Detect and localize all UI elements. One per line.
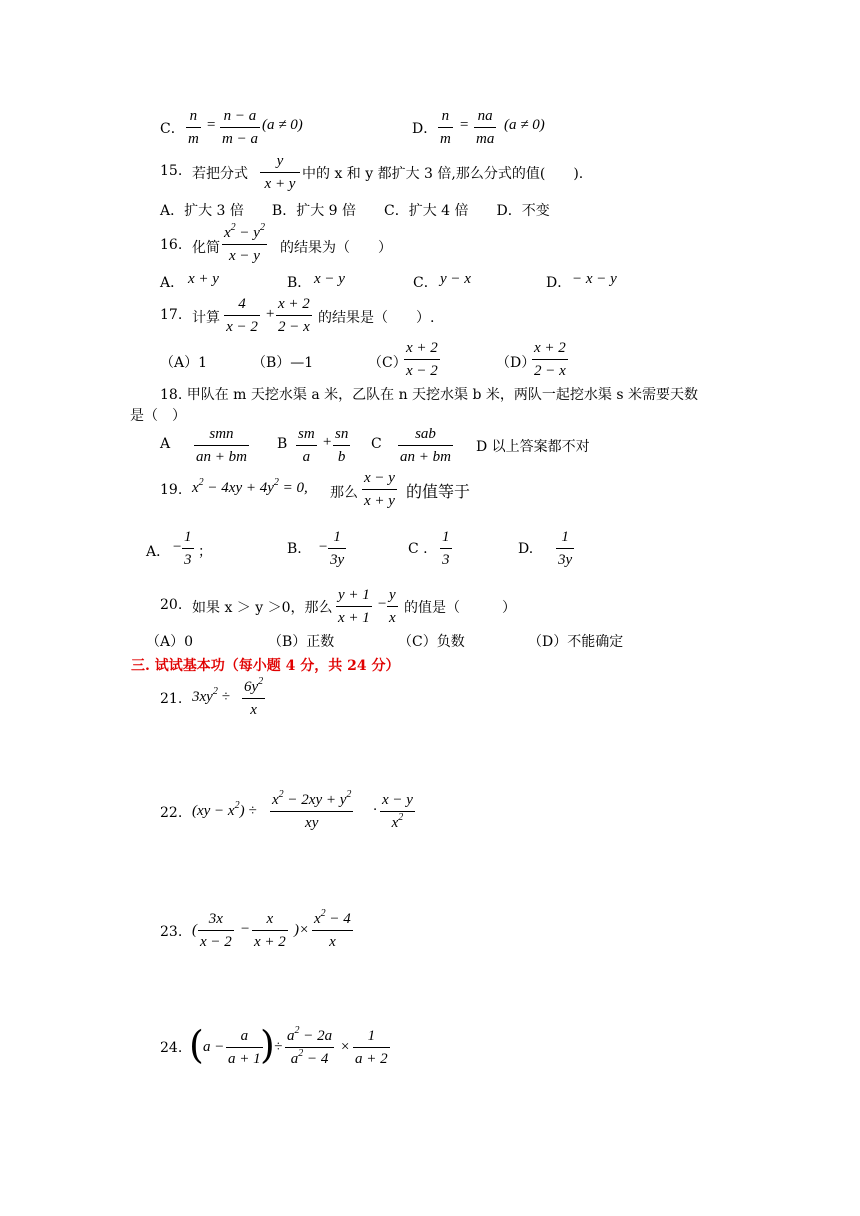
fraction: na ma <box>476 108 495 147</box>
question-number: 23. <box>160 924 183 940</box>
option-label: D. <box>518 541 534 557</box>
operator: · <box>373 802 377 818</box>
option-label: A． <box>146 544 171 560</box>
operator: )× <box>294 922 310 938</box>
right-paren: ) <box>260 1023 275 1067</box>
expression: a − <box>203 1039 225 1055</box>
operator: + <box>265 306 276 322</box>
option-label: B. <box>287 541 302 557</box>
fraction: $x^2 - 2xy + y^2$ xy <box>272 789 352 831</box>
option-label: C． <box>413 275 438 291</box>
sign: − <box>318 539 329 555</box>
fraction: 4 x − 2 <box>224 295 260 336</box>
option-label: C <box>371 436 382 452</box>
equals-sign: = <box>459 117 470 133</box>
fraction: 1 3y <box>330 529 345 568</box>
fraction: a a + 1 <box>228 1028 261 1067</box>
fraction: 1 3 <box>442 529 450 568</box>
option-a: （A）0 <box>146 634 194 650</box>
option-label: C . <box>408 541 428 557</box>
operator: − <box>377 596 388 612</box>
fraction: smn an + bm <box>196 426 247 465</box>
fraction: x − y x + y <box>364 470 395 509</box>
fraction: $x^2 - y^2$ x − y <box>224 222 265 264</box>
question-text: 的值是（ ） <box>404 600 516 616</box>
sign: − <box>172 539 183 555</box>
fraction: 3x x − 2 <box>200 911 232 950</box>
fraction: x + 2 2 − x <box>534 340 566 379</box>
condition: (a ≠ 0) <box>504 117 545 133</box>
fraction: n − a m − a <box>222 108 258 147</box>
fraction: $6y^2$ x <box>244 676 264 718</box>
question-number: 15. <box>160 163 183 179</box>
condition: (a ≠ 0) <box>262 117 303 133</box>
expression: $(xy - x^2)$ ÷ <box>192 800 257 819</box>
option-label: A <box>160 436 171 452</box>
fraction: n m <box>188 108 199 147</box>
option-value: x − y <box>314 271 345 287</box>
option-b: （B）正数 <box>268 634 335 650</box>
question-number: 19. <box>160 482 183 498</box>
question-text: 是（ ） <box>130 408 186 424</box>
fraction: $a^2 - 2a$ $a^2 - 4$ <box>287 1025 333 1067</box>
question-number: 22. <box>160 805 183 821</box>
question-number: 16. <box>160 237 183 253</box>
fraction: y x + y <box>260 152 300 193</box>
fraction: x + 2 2 − x <box>278 296 310 335</box>
option-label: B <box>277 436 288 452</box>
equation: $x^2 - 4xy + 4y^2 = 0$, <box>192 477 308 496</box>
operator: × <box>340 1039 351 1055</box>
option-value: x + y <box>188 271 219 287</box>
option-label: （C） <box>368 355 407 371</box>
equals-sign: = <box>206 117 217 133</box>
operator: + <box>322 434 333 450</box>
question-text: 的结果是（ ）. <box>318 310 435 326</box>
option-label: B． <box>287 275 312 291</box>
option-b: （B）—1 <box>252 355 314 371</box>
question-text: 那么 <box>330 485 358 501</box>
option-value: − x − y <box>572 271 617 287</box>
fraction: x − y $x^2$ <box>382 792 413 831</box>
option-label: A． <box>160 275 185 291</box>
operator: ÷ <box>274 1039 283 1055</box>
question-text: 的结果为（ ） <box>280 240 392 256</box>
fraction: x x + 2 <box>254 911 286 950</box>
option-label: D． <box>412 121 438 137</box>
fraction: y + 1 x + 1 <box>338 587 370 626</box>
fraction: sn b <box>335 426 349 465</box>
left-paren: ( <box>189 1023 204 1067</box>
question-number: 17. <box>160 307 183 323</box>
option-label: C． <box>160 121 185 137</box>
option-label: （D） <box>496 355 536 371</box>
fraction: x + 2 x − 2 <box>406 340 438 379</box>
question-text: 如果 x ＞ y ＞0，那么 <box>192 600 333 616</box>
expression: $3xy^2$ ÷ <box>192 686 230 705</box>
option-d: D 以上答案都不对 <box>476 439 590 455</box>
section-heading: 三. 试试基本功（每小题 4 分，共 24 分） <box>131 658 400 674</box>
fraction: $x^2 - 4$ x <box>314 908 351 950</box>
question-text: 的值等于 <box>406 482 471 501</box>
option-d: （D）不能确定 <box>528 634 624 650</box>
fraction: 1 3y <box>558 529 573 568</box>
fraction: 1 a + 2 <box>355 1028 388 1067</box>
options: A．扩大 3 倍 B．扩大 9 倍 C．扩大 4 倍 D．不变 <box>160 203 550 219</box>
fraction: n m <box>440 108 451 147</box>
question-text: 中的 x 和 y 都扩大 3 倍,那么分式的值( ). <box>302 166 584 182</box>
fraction: 1 3 <box>184 529 192 568</box>
fraction: y x <box>389 587 396 626</box>
fraction: sab an + bm <box>400 426 451 465</box>
option-label: D． <box>546 275 572 291</box>
question-text: 18. 甲队在 m 天挖水渠 a 米，乙队在 n 天挖水渠 b 米，两队一起挖水渠 s 米需要天数 <box>160 387 699 403</box>
question-number: 20. <box>160 597 183 613</box>
question-text: 若把分式 <box>192 166 248 182</box>
question-number: 24. <box>160 1040 183 1056</box>
option-a: （A）1 <box>160 355 208 371</box>
punctuation: ； <box>198 544 212 560</box>
paren: ( <box>192 922 197 938</box>
option-c: （C）负数 <box>398 634 465 650</box>
question-text: 计算 <box>192 310 220 326</box>
question-number: 21. <box>160 691 183 707</box>
option-value: y − x <box>440 271 471 287</box>
fraction: sm a <box>298 426 315 465</box>
operator: − <box>240 921 251 937</box>
question-text: 化简 <box>192 240 220 256</box>
